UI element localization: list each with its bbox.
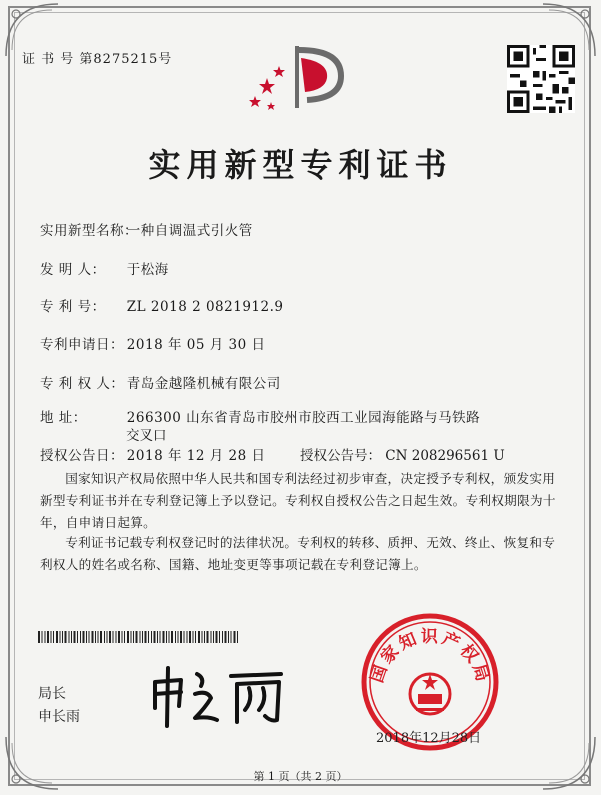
utility-model-name-row bbox=[40, 219, 253, 239]
patentee-name: 青岛金越隆机械有限公司 bbox=[126, 376, 281, 392]
inventor-name: 于松海 bbox=[126, 262, 169, 278]
address-row bbox=[40, 406, 480, 426]
corner-ornament-icon bbox=[2, 733, 62, 793]
filing-date: 2018 年 05 月 30 日 bbox=[126, 337, 266, 353]
field-label: 实用新型名称： bbox=[40, 223, 138, 239]
cnipa-logo-icon bbox=[245, 38, 355, 118]
director-signature-icon bbox=[145, 660, 295, 730]
field-label: 授权公告号： bbox=[300, 448, 381, 464]
grant-number: CN 208296561 U bbox=[385, 448, 505, 464]
barcode-icon bbox=[38, 631, 238, 643]
patentee-row bbox=[40, 372, 281, 392]
page-number: 第 1 页（共 2 页） bbox=[253, 770, 348, 783]
issue-date: 2018年12月28日 bbox=[376, 731, 482, 746]
patent-number: ZL 2018 2 0821912.9 bbox=[126, 299, 284, 315]
certificate-number: 证 书 号 第8275215号 bbox=[22, 52, 173, 67]
field-label: 地 址： bbox=[40, 410, 87, 426]
corner-ornament-icon bbox=[539, 733, 599, 793]
certificate-title: 实用新型专利证书 bbox=[148, 146, 453, 184]
field-label: 授权公告日： bbox=[40, 448, 124, 464]
certificate-body-paragraph-1: 国家知识产权局依照中华人民共和国专利法经过初步审查，决定授予专利权，颁发实用新型专利证书并在专利登记簿上予以登记。专利权自授权公告之日起生效。专利权期限为十年，自申请日起算。 bbox=[40, 471, 556, 530]
address-line-2: 交叉口 bbox=[126, 428, 167, 444]
certificate-body-paragraph-2: 专利证书记载专利权登记时的法律状况。专利权的转移、质押、无效、终止、恢复和专利权人的姓名或名称、国籍、地址变更等事项记载在专利登记簿上。 bbox=[40, 535, 556, 572]
inventor-row bbox=[40, 258, 169, 278]
utility-model-name: 一种自调温式引火管 bbox=[126, 223, 253, 239]
director-title: 局长 bbox=[38, 686, 66, 702]
qr-code-icon bbox=[507, 45, 575, 113]
filing-date-row bbox=[40, 333, 265, 353]
grant-date: 2018 年 12 月 28 日 bbox=[126, 448, 266, 464]
patent-number-row bbox=[40, 295, 283, 315]
grant-date-row bbox=[40, 444, 265, 464]
grant-number-row bbox=[300, 444, 505, 464]
director-name: 申长雨 bbox=[38, 709, 80, 725]
svg-text:国家知识产权局: 国家知识产权局 bbox=[367, 626, 494, 687]
field-label: 专利申请日： bbox=[40, 337, 124, 353]
address-line-1: 266300 山东省青岛市胶州市胶西工业园海能路与马铁路 bbox=[126, 410, 481, 426]
field-label: 专 利 号： bbox=[40, 299, 106, 315]
field-label: 专 利 权 人： bbox=[40, 376, 125, 392]
field-label: 发 明 人： bbox=[40, 262, 106, 278]
